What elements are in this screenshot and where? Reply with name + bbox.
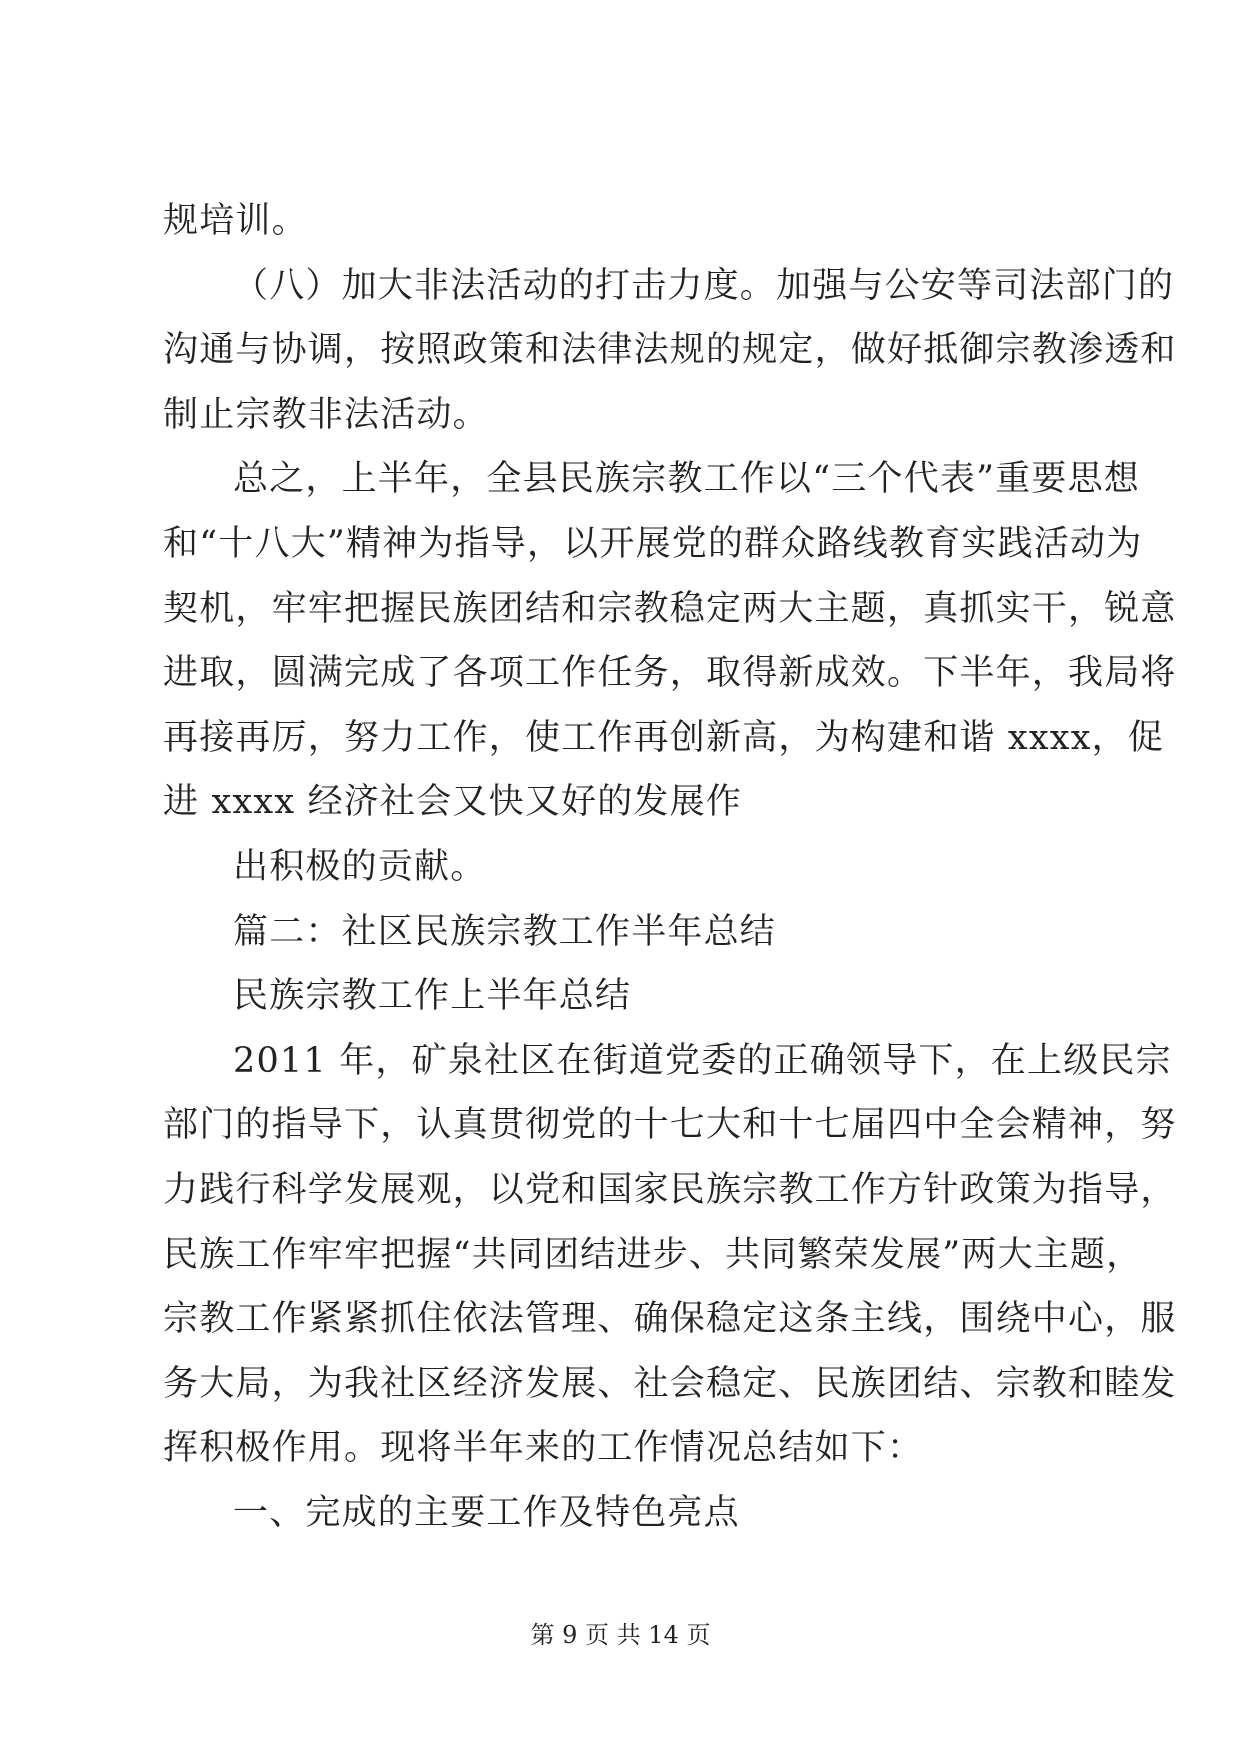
body-line: 进 xxxx 经济社会又快又好的发展作 (163, 782, 743, 823)
body-line: 挥积极作用。现将半年来的工作情况总结如下： (163, 1428, 924, 1469)
document-body (163, 200, 1177, 1556)
section-heading: 篇二：社区民族宗教工作半年总结 (233, 911, 777, 952)
body-line: 力践行科学发展观，以党和国家民族宗教工作方针政策为指导， (163, 1169, 1177, 1210)
body-line: 出积极的贡献。 (233, 846, 487, 887)
body-line: 务大局，为我社区经济发展、社会稳定、民族团结、宗教和睦发 (163, 1363, 1177, 1404)
section-subheading: 民族宗教工作上半年总结 (233, 976, 632, 1017)
body-line: 民族工作牢牢把握“共同团结进步、共同繁荣发展”两大主题， (163, 1234, 1143, 1275)
body-line: 和“十八大”精神为指导，以开展党的群众路线教育实践活动为 (163, 523, 1143, 564)
body-line: 进取，圆满完成了各项工作任务，取得新成效。下半年，我局将 (163, 653, 1177, 694)
body-line: （八）加大非法活动的打击力度。加强与公安等司法部门的 (233, 265, 1175, 306)
body-line: 契机，牢牢把握民族团结和宗教稳定两大主题，真抓实干，锐意 (163, 588, 1177, 629)
body-line: 再接再厉，努力工作，使工作再创新高，为构建和谐 xxxx，促 (163, 717, 1165, 758)
page-footer: 第 9 页 共 14 页 (530, 1621, 711, 1649)
body-line: 宗教工作紧紧抓住依法管理、确保稳定这条主线，围绕中心，服 (163, 1299, 1177, 1340)
body-line: 沟通与协调，按照政策和法律法规的规定，做好抵御宗教渗透和 (163, 330, 1177, 371)
body-line: 部门的指导下，认真贯彻党的十七大和十七届四中全会精神，努 (163, 1105, 1177, 1146)
body-line: 2011 年，矿泉社区在街道党委的正确领导下，在上级民宗 (233, 1040, 1172, 1081)
body-line: 总之，上半年，全县民族宗教工作以“三个代表”重要思想 (233, 459, 1140, 500)
body-line: 规培训。 (163, 201, 308, 241)
body-line: 制止宗教非法活动。 (163, 394, 489, 435)
list-heading: 一、完成的主要工作及特色亮点 (233, 1492, 740, 1533)
